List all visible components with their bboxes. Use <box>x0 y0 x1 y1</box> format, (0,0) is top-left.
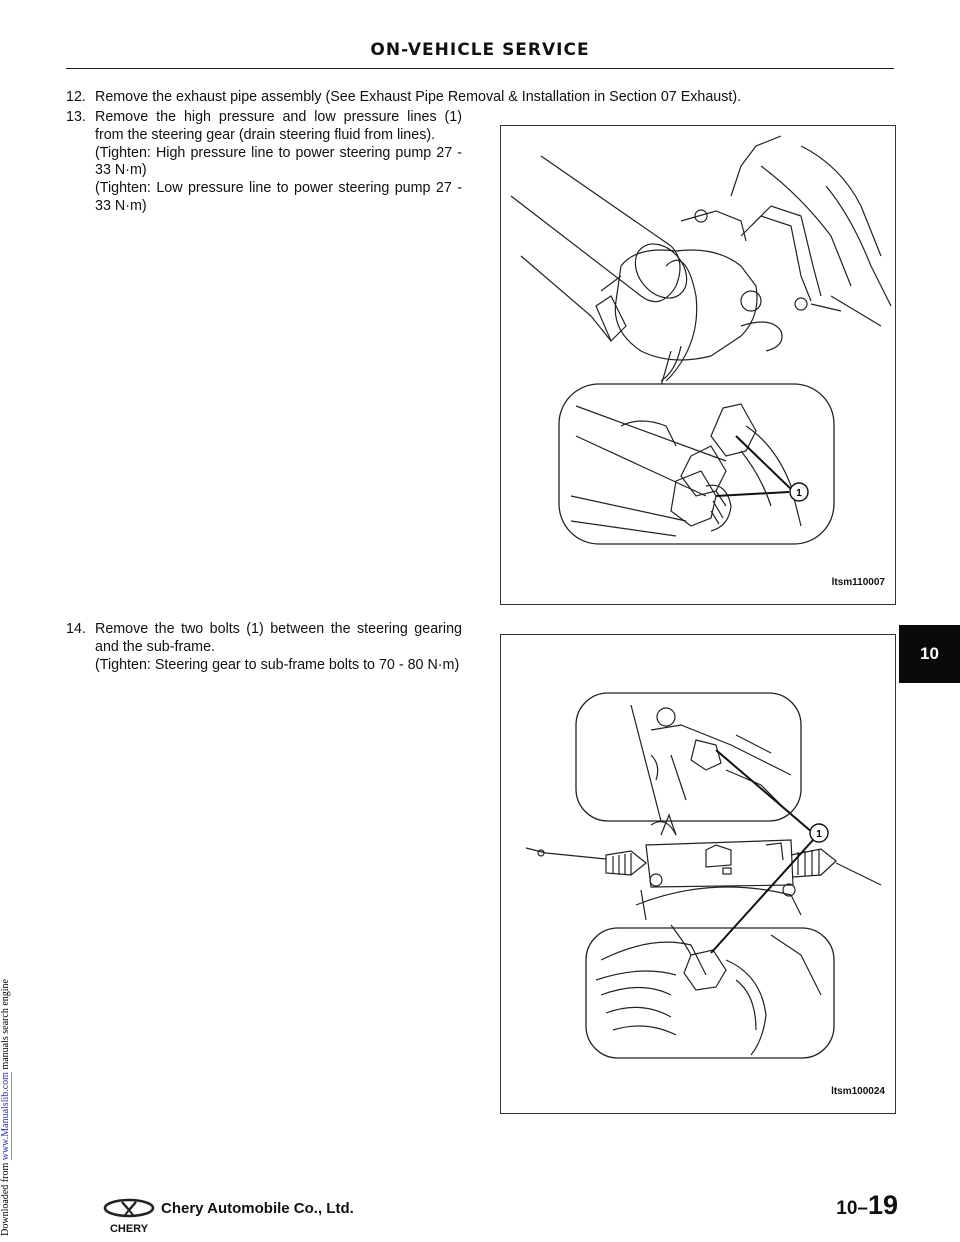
callout-number: 1 <box>796 488 802 499</box>
step-12 <box>66 89 896 107</box>
step-13 <box>66 109 462 216</box>
watermark-prefix: Downloaded from <box>0 1162 11 1236</box>
section-tab: 10 <box>899 625 960 683</box>
company-name: Chery Automobile Co., Ltd. <box>161 1200 354 1217</box>
watermark-link[interactable]: www.Manualslib.com <box>0 1072 11 1161</box>
figure-id: ltsm100024 <box>831 1086 885 1097</box>
figure-pressure-lines <box>500 125 896 605</box>
watermark-text <box>0 979 11 1236</box>
step-14 <box>66 621 462 674</box>
section-prefix: 10– <box>836 1198 868 1219</box>
figure-id: ltsm110007 <box>831 577 885 588</box>
tighten-spec: (Tighten: High pressure line to power steering pump 27 - 33 N·m) <box>95 144 462 179</box>
step-text: Remove the high pressure and low pressure lines (1) from the steering gear (drain steering fluid from lines). <box>95 109 462 143</box>
header-divider <box>66 68 894 69</box>
watermark-suffix: manuals search engine <box>0 979 11 1070</box>
watermark-strip <box>0 0 11 1242</box>
step-number: 13. <box>66 109 86 125</box>
step-text: Remove the two bolts (1) between the steering gearing and the sub-frame. <box>95 621 462 655</box>
step-text: Remove the exhaust pipe assembly (See Exhaust Pipe Removal & Installation in Section 07 Exhaust). <box>95 89 742 105</box>
callout-number: 1 <box>816 829 822 840</box>
tighten-spec: (Tighten: Low pressure line to power steering pump 27 - 33 N·m) <box>95 180 462 214</box>
step-number: 14. <box>66 621 86 637</box>
page-value: 19 <box>867 1190 898 1220</box>
tighten-spec: (Tighten: Steering gear to sub-frame bolts to 70 - 80 N·m) <box>95 656 460 673</box>
page-title: ON-VEHICLE SERVICE <box>370 40 590 60</box>
chery-logo-icon <box>100 1196 158 1236</box>
page-number <box>836 1190 898 1221</box>
figure-subframe-bolts <box>500 634 896 1114</box>
subframe-bolts-illustration <box>501 635 895 1113</box>
pressure-lines-illustration <box>501 126 895 604</box>
brand-text: CHERY <box>109 1223 149 1235</box>
step-number: 12. <box>66 89 86 105</box>
